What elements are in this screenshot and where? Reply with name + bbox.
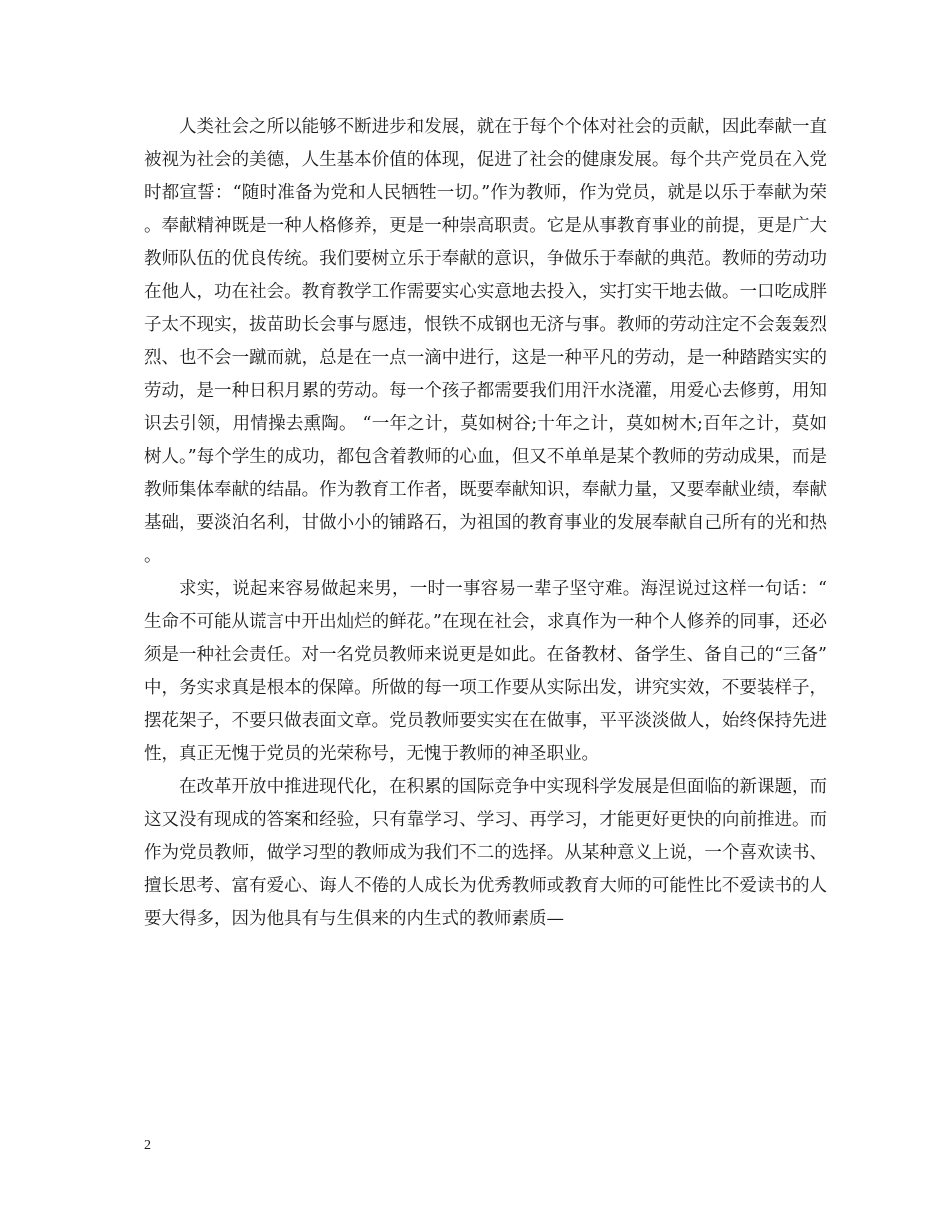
paragraph-truth-seeking: 求实，说起来容易做起来男，一时一事容易一辈子坚守难。海涅说过这样一句话：“生命不可能从谎言中开出灿烂的鲜花。”在现在社会，求真作为一种个人修养的同事，还必须是一种社会责任。对一名党员教师来说更是如此。在备教材、备学生、备自己的“三备”中，务实求真是根本的保障。所做的每一项工作要从实际出发，讲究实效，不要装样子，摆花架子，不要只做表面文章。党员教师要实实在在做事，平平淡淡做人，始终保持先进性，真正无愧于党员的光荣称号，无愧于教师的神圣职业。 — [144, 579, 827, 764]
paragraph-learning: 在改革开放中推进现代化，在积累的国际竞争中实现科学发展是但面临的新课题，而这又没有现成的答案和经验，只有靠学习、学习、再学习，才能更好更快的向前推进。而作为党员教师，做学习型的教师成为我们不二的选择。从某种意义上说，一个喜欢读书、擅长思考、富有爱心、诲人不倦的人成长为优秀教师或教育大师的可能性比不爱读书的人要大得多，因为他具有与生俱来的内生式的教师素质— — [144, 777, 827, 929]
paragraph-dedication: 人类社会之所以能够不断进步和发展，就在于每个个体对社会的贡献，因此奉献一直被视为社会的美德，人生基本价值的体现，促进了社会的健康发展。每个共产党员在入党时都宣誓：“随时准备为党和人民牺牲一切。”作为教师，作为党员，就是以乐于奉献为荣。奉献精神既是一种人格修养，更是一种崇高职责。它是从事教育事业的前提，更是广大教师队伍的优良传统。我们要树立乐于奉献的意识，争做乐于奉献的典范。教师的劳动功在他人，功在社会。教育教学工作需要实心实意地去投入，实打实干地去做。一口吃成胖子太不现实，拔苗助长会事与愿违，恨铁不成钢也无济与事。教师的劳动注定不会轰轰烈烈、也不会一蹴而就，总是在一点一滴中进行，这是一种平凡的劳动，是一种踏踏实实的劳动，是一种日积月累的劳动。每一个孩子都需要我们用汗水浇灌，用爱心去修剪，用知识去引领，用情操去熏陶。 “一年之计，莫如树谷;十年之计，莫如树木;百年之计，莫如树人。”每个学生的成功，都包含着教师的心血，但又不单单是某个教师的劳动成果，而是教师集体奉献的结晶。作为教育工作者，既要奉献知识，奉献力量，又要奉献业绩，奉献基础，要淡泊名利，甘做小小的铺路石，为祖国的教育事业的发展奉献自己所有的光和热。 — [144, 117, 827, 566]
page-number: 2 — [144, 1138, 151, 1153]
body-text — [144, 111, 827, 936]
